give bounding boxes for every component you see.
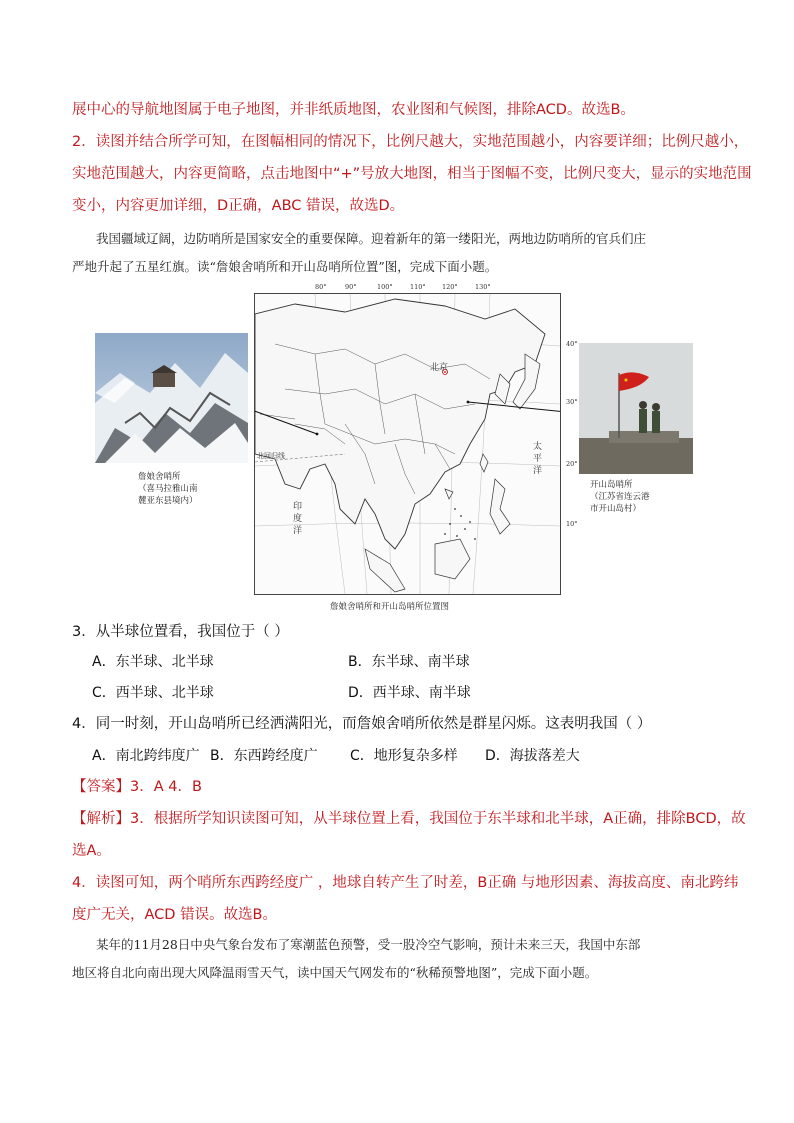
pacific-label-2: 平	[533, 454, 543, 464]
answer-tag: 【答案】	[72, 779, 130, 795]
analysis-line	[72, 809, 746, 829]
right-caption-2: （江苏省连云港	[590, 492, 650, 502]
left-caption-3: 麓亚东县境内）	[138, 496, 198, 506]
zhanniangshe-photo	[95, 333, 248, 463]
answer-line	[72, 777, 202, 797]
lon-tick: 130°	[475, 283, 491, 291]
lat-tick: 30°	[566, 398, 578, 406]
kaishandao-photo	[579, 343, 693, 474]
lat-tick: 20°	[566, 460, 578, 468]
indian-label-1: 印	[293, 502, 303, 512]
pacific-label-1: 太	[533, 442, 543, 452]
beijing-label: 北京	[430, 363, 449, 373]
left-caption-2: （喜马拉雅山南	[138, 484, 198, 494]
lon-tick: 80°	[315, 283, 327, 291]
right-caption-1: 开山岛哨所	[590, 480, 633, 490]
lon-tick: 120°	[442, 283, 458, 291]
location-map	[254, 283, 578, 595]
question-3-stem: 3．从半球位置看，我国位于（ ）	[72, 624, 289, 640]
passage-line: 地区将自北向南出现大风降温雨雪天气，读中国天气网发布的“秋稀预警地图”，完成下面小题。	[72, 965, 598, 980]
passage-line: 严地升起了五星红旗。读“詹娘舍哨所和开山岛哨所位置”图，完成下面小题。	[72, 259, 498, 274]
lon-tick: 110°	[410, 283, 426, 291]
analysis-line: 变小，内容更加详细，D正确，ABC 错误，故选D。	[72, 198, 405, 214]
q3-option-d: D．西半球、南半球	[348, 685, 471, 701]
question-4-stem: 4．同一时刻，开山岛哨所已经洒满阳光，而詹娘舍哨所依然是群星闪烁。这表明我国（ ）	[72, 716, 652, 732]
lon-tick: 90°	[345, 283, 357, 291]
passage-line: 我国疆域辽阔，边防哨所是国家安全的重要保障。迎着新年的第一缕阳光，两地边防哨所的官兵们庄	[96, 231, 647, 246]
passage-line: 某年的11月28日中央气象台发布了寒潮蓝色预警，受一股冷空气影响，预计未来三天，我国中东部	[96, 937, 641, 952]
answer-text: 3．A 4．B	[130, 779, 202, 795]
indian-label-3: 洋	[293, 526, 303, 536]
lat-tick: 10°	[566, 520, 578, 528]
analysis-line: 选A。	[72, 843, 111, 859]
pacific-label-3: 洋	[533, 466, 543, 476]
analysis-line: 2．读图并结合所学可知，在图幅相同的情况下，比例尺越大，实地范围越小，内容要详细；比例尺越小，	[72, 134, 749, 150]
q3-option-c: C．西半球、北半球	[92, 685, 214, 701]
analysis-tag: 【解析】	[72, 811, 130, 827]
analysis-line: 4．读图可知，两个哨所东西跨经度广 ，地球自转产生了时差，B正确 与地形因素、海拔高度、南北跨纬	[72, 875, 739, 891]
left-caption-1: 詹娘舍哨所	[138, 472, 181, 482]
tropic-label: 北回归线	[257, 452, 285, 460]
analysis-text: 3．根据所学知识读图可知，从半球位置上看，我国位于东半球和北半球，A正确，排除BCD，故	[130, 811, 746, 827]
figure-title: 詹娘舍哨所和开山岛哨所位置图	[330, 602, 450, 612]
analysis-line: 展中心的导航地图属于电子地图，并非纸质地图，农业图和气候图，排除ACD。故选B。	[72, 102, 635, 118]
q4-option-b: B．东西跨经度广	[210, 748, 318, 764]
lon-tick: 100°	[377, 283, 393, 291]
q4-option-c: C．地形复杂多样	[350, 748, 458, 764]
indian-label-2: 度	[293, 514, 303, 524]
q3-option-a: A．东半球、北半球	[92, 654, 214, 670]
q4-option-d: D．海拔落差大	[485, 748, 580, 764]
right-caption-3: 市开山岛村）	[590, 504, 642, 514]
lat-tick: 40°	[566, 340, 578, 348]
q4-option-a: A．南北跨纬度广	[92, 748, 200, 764]
analysis-line: 实地范围越大，内容更简略，点击地图中“+”号放大地图，相当于图幅不变，比例尺变大，显示的实地范围	[72, 166, 752, 182]
analysis-line: 度广无关，ACD 错误。故选B。	[72, 907, 278, 923]
q3-option-b: B．东半球、南半球	[348, 654, 470, 670]
